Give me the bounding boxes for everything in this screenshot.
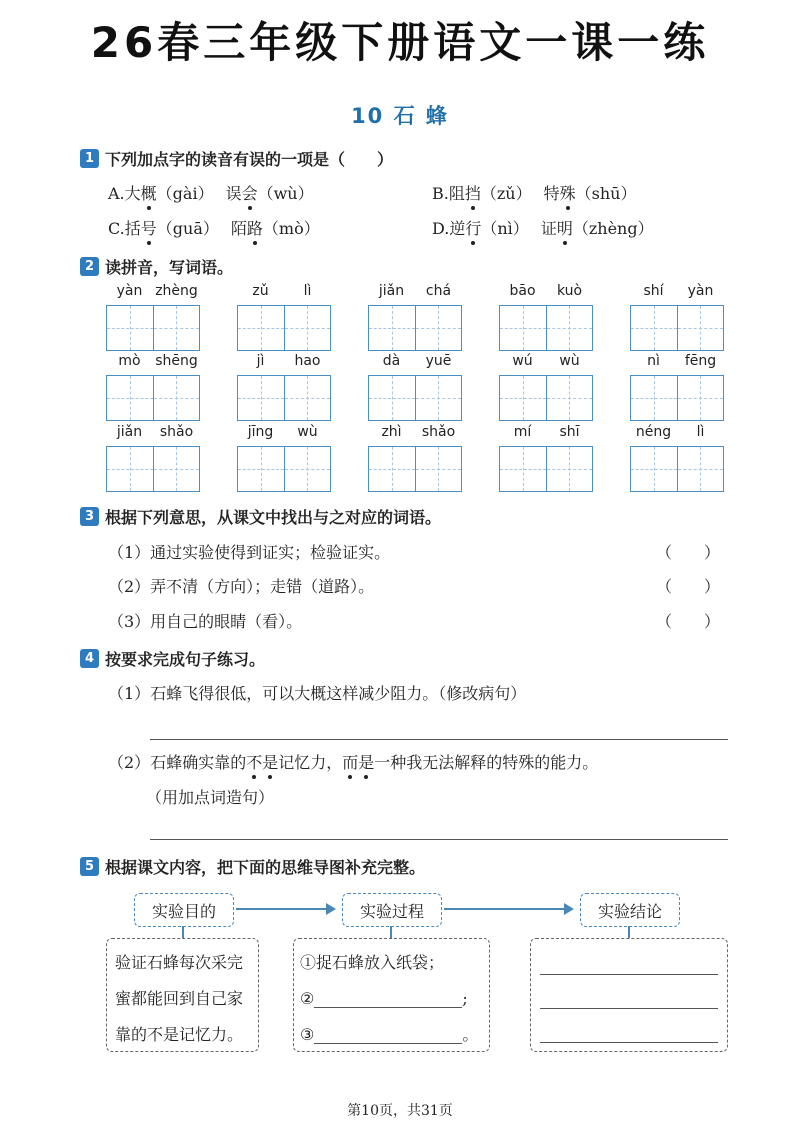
definition-item: （3）用自己的眼睛（看）。 [108, 612, 303, 631]
question-prompt: 根据下列意思，从课文中找出与之对应的词语。 [105, 508, 442, 527]
pinyin-label [630, 424, 724, 446]
writing-boxes[interactable] [106, 375, 200, 421]
pinyin-syllable: chá [425, 283, 452, 299]
pinyin-label [368, 353, 462, 375]
option-letter: A. [108, 184, 125, 203]
writing-cell[interactable] [631, 376, 678, 420]
pinyin-label [237, 283, 331, 305]
writing-cell[interactable] [416, 447, 462, 491]
word-char: 证 [540, 219, 557, 238]
question-prompt: 按要求完成句子练习。 [105, 650, 266, 669]
pinyin: （gài） [156, 184, 214, 203]
pinyin-word [499, 283, 593, 351]
pinyin-syllable: lì [696, 424, 705, 440]
pinyin-label [368, 283, 462, 305]
pinyin-syllable: shǎo [421, 424, 456, 440]
writing-cell[interactable] [107, 306, 154, 350]
pinyin-word [237, 353, 331, 421]
pinyin-word [499, 424, 593, 492]
pinyin-syllable: bāo [509, 283, 536, 299]
pinyin-syllable: shí [643, 283, 664, 299]
pinyin-label [630, 353, 724, 375]
pinyin-label [237, 424, 331, 446]
sentence-2-instruction: （用加点词造句） [146, 788, 275, 807]
pinyin-word [630, 283, 724, 351]
writing-cell[interactable] [678, 306, 724, 350]
pinyin-syllable: zhì [381, 424, 402, 440]
question-number-badge: 5 [80, 857, 99, 876]
dotted-word [342, 753, 374, 772]
question-prompt: 下列加点字的读音有误的一项是（ ） [105, 150, 394, 169]
purpose-box: 验证石蜂每次采完 蜜都能回到自己家 靠的不是记忆力。 [106, 938, 259, 1052]
pinyin-syllable: lì [303, 283, 312, 299]
question-4-heading [80, 647, 265, 670]
pinyin-label [499, 353, 593, 375]
writing-cell[interactable] [416, 376, 462, 420]
option-c[interactable] [108, 216, 320, 239]
dotted-char: 明 [556, 219, 573, 238]
pinyin-word [368, 283, 462, 351]
question-number-badge: 4 [80, 649, 99, 668]
answer-parentheses[interactable]: （ ） [656, 543, 721, 562]
pinyin: （guā） [156, 219, 219, 238]
node-process: 实验过程 [342, 893, 442, 927]
pinyin-word [368, 424, 462, 492]
writing-cell[interactable] [154, 306, 200, 350]
pinyin: （wù） [257, 184, 314, 203]
pinyin-syllable: shǎo [159, 424, 194, 440]
question-5-heading [80, 855, 425, 878]
pinyin-label [499, 283, 593, 305]
word-char: 陌 [230, 219, 247, 238]
option-b[interactable] [432, 181, 636, 204]
arrow-line [236, 908, 328, 910]
pinyin-syllable: dà [382, 353, 401, 369]
node-conclusion: 实验结论 [580, 893, 680, 927]
dotted-char: 会 [241, 184, 258, 203]
writing-cell[interactable] [631, 306, 678, 350]
pinyin-syllable: mò [118, 353, 141, 369]
writing-boxes[interactable] [499, 375, 593, 421]
pinyin-syllable: yàn [116, 283, 143, 299]
word-char: 特 [543, 184, 560, 203]
page-footer: 第10页，共31页 [347, 1103, 453, 1119]
dotted-char: 路 [246, 219, 263, 238]
definition-item: （2）弄不清（方向）；走错（道路）。 [108, 577, 375, 596]
answer-parentheses[interactable]: （ ） [656, 577, 721, 596]
connector [628, 926, 630, 938]
pinyin-syllable: fēng [684, 353, 717, 369]
writing-boxes[interactable] [630, 305, 724, 351]
pinyin: （zǔ） [480, 184, 532, 203]
writing-cell[interactable] [154, 447, 200, 491]
pinyin-syllable: jiǎn [116, 424, 143, 440]
question-prompt: 读拼音，写词语。 [105, 258, 234, 277]
lesson-title: 10 石 蜂 [351, 104, 449, 128]
writing-boxes[interactable] [499, 305, 593, 351]
writing-boxes[interactable] [237, 446, 331, 492]
writing-boxes[interactable] [499, 446, 593, 492]
pinyin-syllable: kuò [556, 283, 583, 299]
pinyin-syllable: wù [297, 424, 318, 440]
pinyin-label [368, 424, 462, 446]
pinyin-syllable: yàn [687, 283, 714, 299]
pinyin-syllable: shī [559, 424, 580, 440]
pinyin-label [106, 353, 200, 375]
arrow-line [444, 908, 566, 910]
answer-line-1[interactable] [150, 738, 728, 740]
question-1-heading [80, 147, 393, 170]
dotted-char: 行 [465, 219, 482, 238]
writing-boxes[interactable] [106, 446, 200, 492]
writing-boxes[interactable] [237, 305, 331, 351]
process-box: ①捉石蜂放入纸袋； ② ; ③ 。 [293, 938, 490, 1052]
word-char: 大 [124, 184, 141, 203]
pinyin-syllable: shēng [155, 353, 198, 369]
pinyin: （shū） [575, 184, 637, 203]
process-blank[interactable] [314, 991, 462, 1008]
pinyin-word [630, 353, 724, 421]
question-number-badge: 3 [80, 507, 99, 526]
writing-cell[interactable] [107, 447, 154, 491]
arrow-right-icon [564, 903, 574, 915]
writing-cell[interactable] [285, 447, 331, 491]
pinyin-syllable: mí [513, 424, 532, 440]
question-3-heading [80, 505, 441, 528]
writing-cell[interactable] [107, 376, 154, 420]
writing-cell[interactable] [500, 447, 547, 491]
writing-boxes[interactable] [368, 305, 462, 351]
question-2-heading [80, 255, 233, 278]
connector [182, 926, 184, 938]
option-letter: C. [108, 219, 125, 238]
word-char: 逆 [449, 219, 466, 238]
word-char: 括 [124, 219, 141, 238]
pinyin-syllable: nì [647, 353, 660, 369]
definition-item: （1）通过实验使得到证实；检验证实。 [108, 543, 391, 562]
writing-cell[interactable] [678, 376, 724, 420]
writing-boxes[interactable] [368, 375, 462, 421]
dotted-char: 不 [246, 753, 263, 772]
writing-cell[interactable] [678, 447, 724, 491]
writing-cell[interactable] [369, 376, 416, 420]
pinyin-word [106, 353, 200, 421]
writing-boxes[interactable] [630, 375, 724, 421]
question-prompt: 根据课文内容，把下面的思维导图补充完整。 [105, 858, 426, 877]
dotted-word [246, 753, 278, 772]
question-number-badge: 2 [80, 257, 99, 276]
option-letter: B. [432, 184, 449, 203]
pinyin: （mò） [262, 219, 320, 238]
dotted-char: 挡 [464, 184, 481, 203]
writing-cell[interactable] [238, 447, 285, 491]
pinyin-word [106, 424, 200, 492]
pinyin-word [630, 424, 724, 492]
sentence-1: （1）石蜂飞得很低，可以大概这样减少阻力。（修改病句） [108, 684, 527, 703]
arrow-right-icon [326, 903, 336, 915]
conclusion-line[interactable] [540, 973, 718, 975]
writing-cell[interactable] [547, 306, 593, 350]
writing-cell[interactable] [369, 447, 416, 491]
node-purpose: 实验目的 [134, 893, 234, 927]
pinyin-syllable: néng [635, 424, 672, 440]
pinyin-word [106, 283, 200, 351]
writing-cell[interactable] [285, 306, 331, 350]
pinyin-label [106, 424, 200, 446]
writing-boxes[interactable] [630, 446, 724, 492]
option-letter: D. [432, 219, 450, 238]
pinyin-syllable: jì [256, 353, 265, 369]
connector [390, 926, 392, 938]
writing-cell[interactable] [154, 376, 200, 420]
word-char: 阻 [448, 184, 465, 203]
pinyin-syllable: wú [512, 353, 533, 369]
dotted-char: 是 [358, 753, 375, 772]
dotted-char: 号 [140, 219, 157, 238]
option-d[interactable] [432, 216, 654, 239]
writing-cell[interactable] [500, 306, 547, 350]
pinyin-word [368, 353, 462, 421]
writing-cell[interactable] [238, 306, 285, 350]
answer-line-2[interactable] [150, 838, 728, 840]
pinyin-label [630, 283, 724, 305]
pinyin-label [499, 424, 593, 446]
dotted-char: 殊 [559, 184, 576, 203]
pinyin-syllable: hao [294, 353, 321, 369]
pinyin-word [499, 353, 593, 421]
writing-boxes[interactable] [237, 375, 331, 421]
pinyin-label [237, 353, 331, 375]
dotted-char: 概 [140, 184, 157, 203]
question-number-badge: 1 [80, 149, 99, 168]
option-a[interactable] [108, 181, 314, 204]
writing-cell[interactable] [369, 306, 416, 350]
pinyin-label [106, 283, 200, 305]
conclusion-line[interactable] [540, 1041, 718, 1043]
pinyin-syllable: jiǎn [378, 283, 405, 299]
banner-title: 26春三年级下册语文一课一练 [90, 18, 710, 67]
pinyin-syllable: wù [559, 353, 580, 369]
pinyin-syllable: zǔ [252, 283, 269, 299]
writing-cell[interactable] [631, 447, 678, 491]
writing-cell[interactable] [547, 376, 593, 420]
answer-parentheses[interactable]: （ ） [656, 612, 721, 631]
pinyin-word [237, 283, 331, 351]
pinyin-word [237, 424, 331, 492]
writing-boxes[interactable] [368, 446, 462, 492]
pinyin-syllable: yuē [425, 353, 452, 369]
writing-cell[interactable] [547, 447, 593, 491]
pinyin-syllable: jīng [247, 424, 274, 440]
word-char: 误 [225, 184, 242, 203]
writing-cell[interactable] [416, 306, 462, 350]
process-blank[interactable] [314, 1027, 462, 1044]
writing-boxes[interactable] [106, 305, 200, 351]
conclusion-line[interactable] [540, 1007, 718, 1009]
conclusion-box [530, 938, 728, 1052]
pinyin-syllable: zhèng [155, 283, 198, 299]
dotted-char: 而 [342, 753, 359, 772]
dotted-char: 是 [262, 753, 279, 772]
sentence-2: （2）石蜂确实靠的不是记忆力，而是一种我无法解释的特殊的能力。 [108, 753, 599, 772]
writing-cell[interactable] [238, 376, 285, 420]
pinyin: （nì） [481, 219, 529, 238]
writing-cell[interactable] [285, 376, 331, 420]
pinyin: （zhèng） [572, 219, 654, 238]
writing-cell[interactable] [500, 376, 547, 420]
